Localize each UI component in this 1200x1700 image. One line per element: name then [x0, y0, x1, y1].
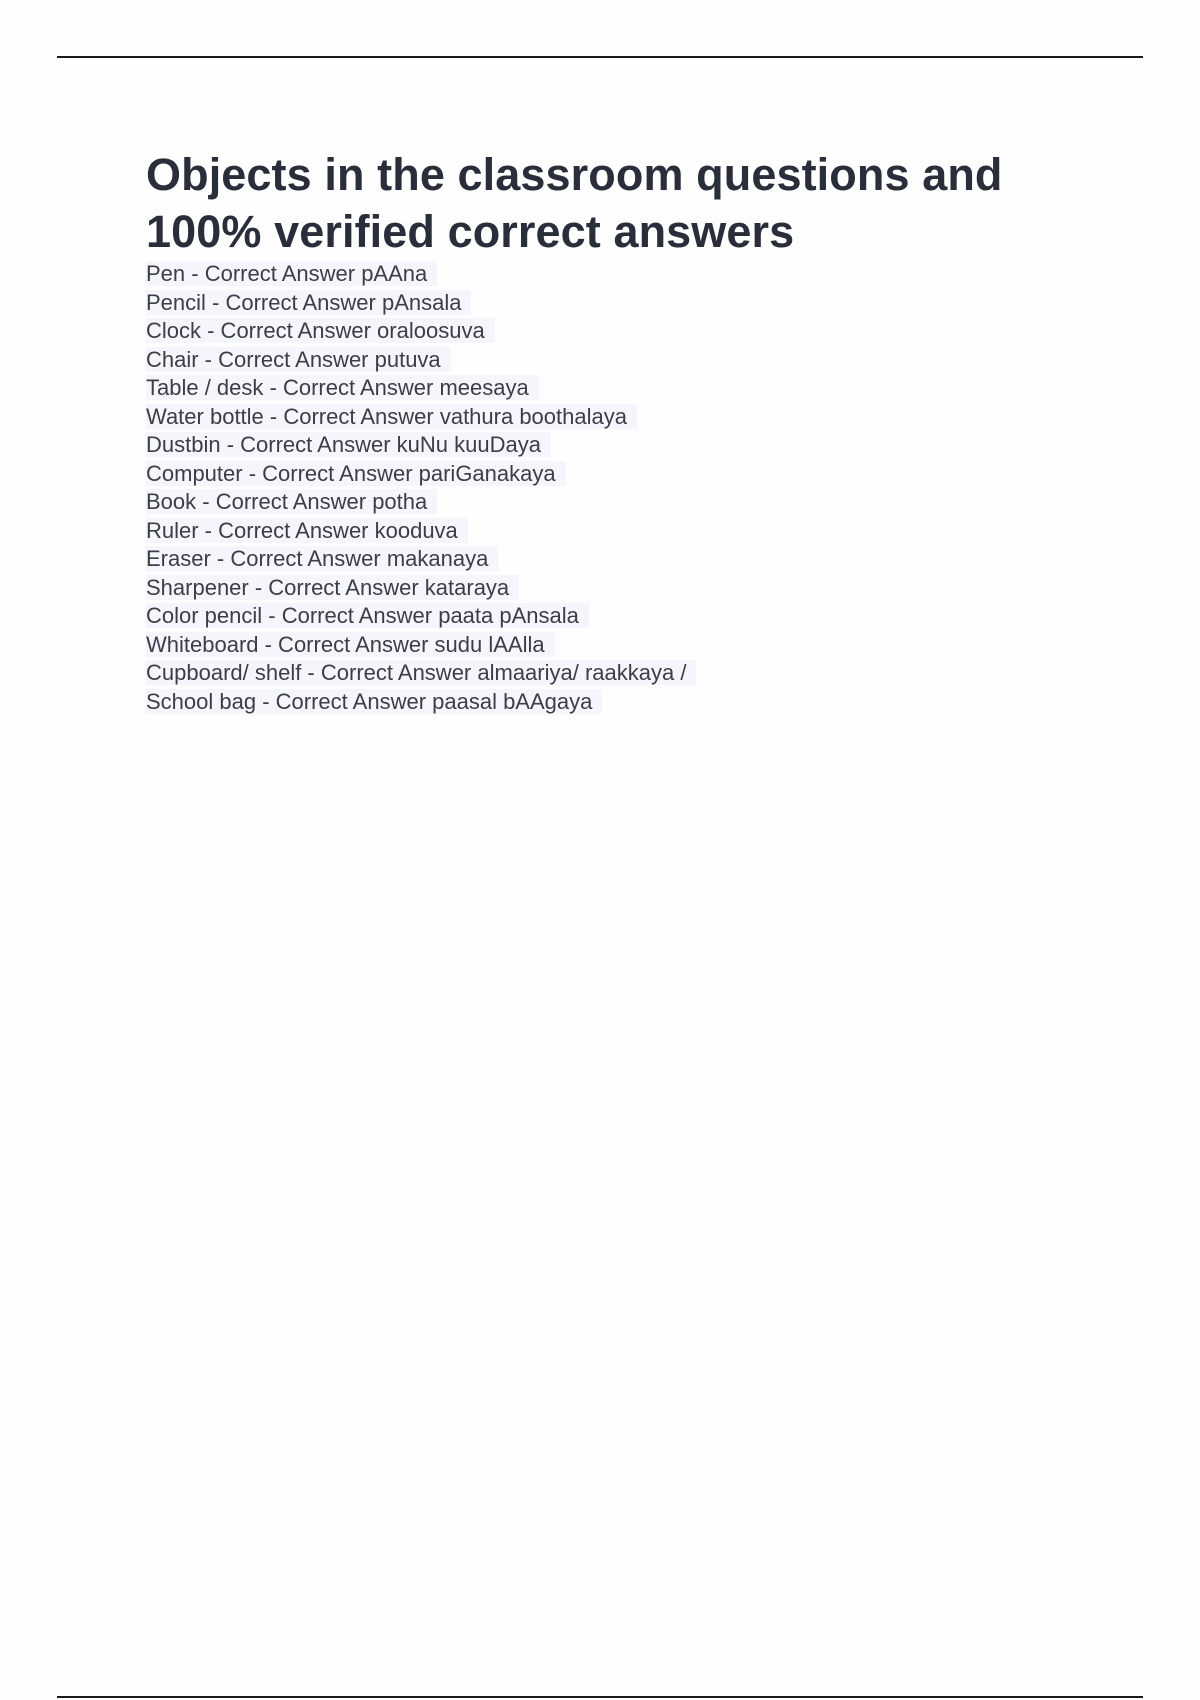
list-item [146, 517, 1106, 546]
list-item [146, 403, 1106, 432]
qa-text: Clock - Correct Answer oraloosuva [146, 318, 495, 343]
list-item [146, 374, 1106, 403]
qa-text: Chair - Correct Answer putuva [146, 347, 451, 372]
list-item [146, 659, 1106, 688]
qa-text: Color pencil - Correct Answer paata pAnsala [146, 603, 589, 628]
qa-text: Pen - Correct Answer pAAna [146, 261, 437, 286]
qa-text: Cupboard/ shelf - Correct Answer almaariya/ raakkaya / [146, 660, 696, 685]
list-item [146, 631, 1106, 660]
qa-text: Dustbin - Correct Answer kuNu kuuDaya [146, 432, 551, 457]
qa-text: Ruler - Correct Answer kooduva [146, 518, 468, 543]
top-rule [57, 56, 1143, 58]
list-item [146, 602, 1106, 631]
qa-text: Pencil - Correct Answer pAnsala [146, 290, 471, 315]
list-item [146, 317, 1106, 346]
list-item [146, 545, 1106, 574]
qa-text: Whiteboard - Correct Answer sudu lAAlla [146, 632, 555, 657]
qa-text: Water bottle - Correct Answer vathura boothalaya [146, 404, 637, 429]
qa-text: Table / desk - Correct Answer meesaya [146, 375, 539, 400]
qa-text: Sharpener - Correct Answer kataraya [146, 575, 519, 600]
list-item [146, 488, 1106, 517]
list-item [146, 431, 1106, 460]
list-item [146, 574, 1106, 603]
qa-text: Book - Correct Answer potha [146, 489, 437, 514]
document-body [146, 146, 1106, 716]
list-item [146, 260, 1106, 289]
list-item [146, 688, 1106, 717]
list-item [146, 289, 1106, 318]
qa-list [146, 260, 1106, 716]
qa-text: Computer - Correct Answer pariGanakaya [146, 461, 566, 486]
bottom-rule [57, 1696, 1143, 1698]
list-item [146, 460, 1106, 489]
qa-text: Eraser - Correct Answer makanaya [146, 546, 498, 571]
qa-text: School bag - Correct Answer paasal bAAgaya [146, 689, 602, 714]
document-title: Objects in the classroom questions and 100% verified correct answers [146, 149, 1003, 257]
list-item [146, 346, 1106, 375]
